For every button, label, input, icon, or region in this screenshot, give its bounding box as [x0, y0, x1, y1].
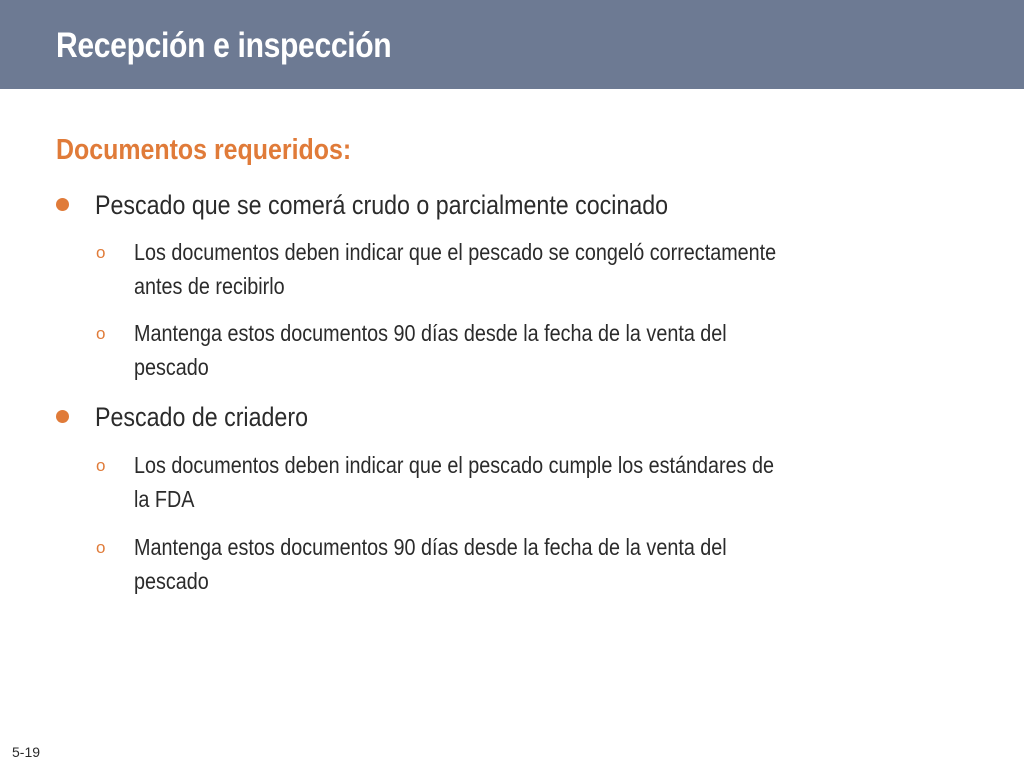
- sub-bullet-text-line: antes de recibirlo: [134, 273, 285, 299]
- sub-bullet-text-line: la FDA: [134, 486, 195, 512]
- sub-bullet-icon: o: [96, 243, 106, 262]
- bullet-text: Pescado de criadero: [95, 402, 308, 432]
- bullet-text: Pescado que se comerá crudo o parcialmente cocinado: [95, 190, 669, 220]
- sub-bullet-icon: o: [96, 456, 106, 475]
- bullet-dot-icon: [56, 410, 69, 423]
- sub-bullet-text-line: Los documentos deben indicar que el pescado cumple los estándares de: [134, 452, 774, 478]
- page-number: 5-19: [12, 744, 41, 760]
- sub-bullet-text-line: Mantenga estos documentos 90 días desde la fecha de la venta del: [134, 320, 727, 346]
- sub-bullet-text-line: Los documentos deben indicar que el pescado se congeló correctamente: [134, 239, 777, 265]
- sub-bullet-text-line: pescado: [134, 568, 209, 594]
- sub-bullet-text-line: pescado: [134, 354, 209, 380]
- bullet-dot-icon: [56, 198, 69, 211]
- sub-bullet-text-line: Mantenga estos documentos 90 días desde la fecha de la venta del: [134, 534, 727, 560]
- sub-bullet-icon: o: [96, 538, 106, 557]
- sub-bullet-icon: o: [96, 324, 106, 343]
- section-heading: Documentos requeridos:: [56, 134, 352, 166]
- slide-title: Recepción e inspección: [56, 26, 392, 65]
